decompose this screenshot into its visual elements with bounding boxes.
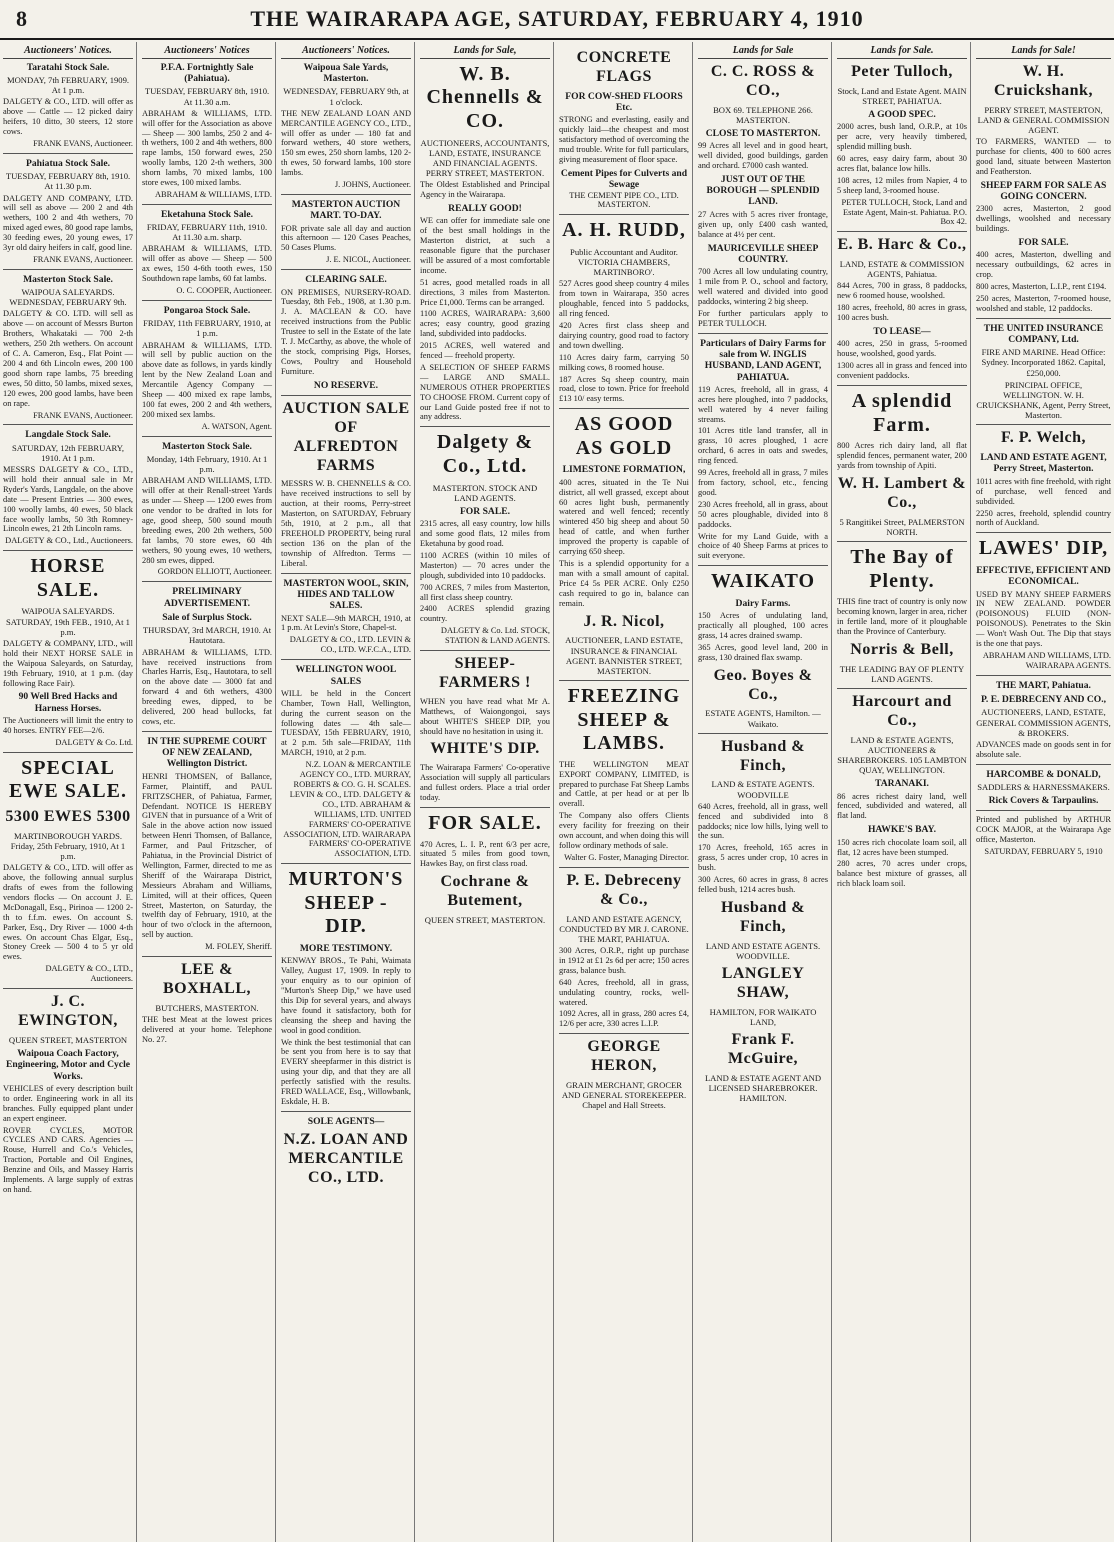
property-listing: 800 Acres rich dairy land, all flat splendid fences, permanent water, 200 yards from township of Apiti. [837,441,967,471]
divider [559,408,689,409]
advert-subheading: BOX 69. TELEPHONE 266. MASTERTON. [713,104,813,125]
notice-text: VEHICLES of every description built to order. Engineering work in all its branches. Fully equipped plant under an expert engineer. [3,1083,133,1123]
notice-text: STRONG and everlasting, easily and quickly laid—the cheapest and most satisfactory method of overcoming the mud trouble. Write for full particulars, giving measurement of floor space. [559,115,689,164]
column-5 [556,42,693,1542]
advert-subheading: QUEEN STREET, MASTERTON [8,1034,128,1045]
notice-text: ROVER CYCLES, MOTOR CYCLES AND CARS. Agencies — Rouse, Hurrell and Co.'s Vehicles, Traction, Portable and Oil Engines, Benzine and Oils, and Massey Harris Implements. A large supply of extras on hand. [3,1125,133,1194]
notice-heading: A GOOD SPEC. [868,108,936,120]
property-listing: 187 Acres Sq sheep country, main road, close to town. Price for freehold £13 10/ easy terms. [559,374,689,404]
advert-subheading: FOR COW-SHED FLOORS Etc. [565,90,683,114]
advert-subheading: AUCTIONEER, LAND ESTATE, INSURANCE & FINANCIAL AGENT. BANNISTER STREET, MASTERTON. [565,635,683,676]
notice-text: DALGETY & CO., LTD. will offer as above, the following annual surplus drafts of ewes from the following vendors flocks — On account J. E. McDonagall, Esq., Pirinoa — 1200 2-th to f.f.m. ewes. On account S. Parker, Esq., Dry River — 1000 4-th ewes. On account Chas Elgar, Esq., Stoney Creek — 500 4 to 5 yr old ewes. [3,863,133,962]
notice-heading: CLEARING SALE. [305,274,387,286]
notice-signature: Walter G. Foster, Managing Director. [564,852,689,862]
property-listing: 1011 acres with fine freehold, with right of purchase, well fenced and subdivided. [976,476,1111,506]
notice-text: DALGETY AND COMPANY, LTD. will sell as above — 200 2 and 4th wethers, 100 2 and 4th wethers, 70 mixed aged ewes, 80 good rape lambs, 30 feeding ewes, 20 young ewes, 17 3yr old dairy heifers in calf, good line. [3,193,133,253]
display-heading: N.Z. LOAN AND MERCANTILE CO., LTD. [283,1131,409,1186]
divider [698,565,828,566]
notice-signature: DALGETY & CO., Ltd., Auctioneers. [5,536,133,546]
property-listing: 2315 acres, all easy country, low hills and some good flats, 12 miles from Eketahuna by good road. [420,519,550,548]
display-heading: CONCRETE FLAGS [576,49,672,85]
divider [142,204,272,205]
section-heading: Lands for Sale! [976,45,1111,59]
notice-heading: MASTERTON AUCTION MART. TO-DAY. [291,198,401,222]
property-listing: 700 ACRES, 7 miles from Masterton, all first class sheep country. [420,582,550,602]
property-listing: 527 Acres good sheep country 4 miles from town in Wairarapa, 350 acres ploughable, fenced into 5 paddocks, all ring fenced. [559,279,689,319]
display-heading: Husband & Finch, [720,898,806,935]
notice-heading: MORE TESTIMONY. [299,943,393,955]
divider [3,153,133,154]
advert-subheading: EFFECTIVE, EFFICIENT AND ECONOMICAL. [976,564,1111,588]
divider [698,333,828,334]
notice-text: WILL be held in the Concert Chamber, Town Hall, Wellington, during the current season on the following dates — 4th sale—TUESDAY, 15th FEBRUARY, 1910, at 2 p.m. 5th sale—FRIDAY, 11th MARCH, 1910, at 2 p.m. [281,688,411,758]
display-heading: W. H. Lambert & Co., [837,474,967,511]
notice-text: The Company also offers Clients every facility for freezing on their own account, and when doing this will follow ordinary methods of sale. [559,811,689,850]
property-listing: 300 Acres, 60 acres in grass, 8 acres felled bush, 1214 acres bush. [698,875,828,894]
notice-text: DALGETY & CO., LTD. will offer as above — Cattle — 12 picked dairy heifers, 10 ditto, 30 steers, 12 store cows. [3,97,133,137]
notice-text: We think the best testimonial that can be sent you from here is to say that EVERY sheepfarmer in this district is using your dip, and that they are all perfectly satisfied with the results. FRED WALLACE, Esq., Willowbank, Eskdale, H. B. [281,1037,411,1107]
notice-heading: HAWKE'S BAY. [867,824,937,836]
property-listing: 2300 acres, Masterton, 2 good dwellings, woolshed and necessary buildings. [976,204,1111,234]
property-listing: 365 Acres, good level land, 200 in grass, 130 drained flax swamp. [698,642,828,662]
display-heading: GEORGE HERON, [587,1038,661,1075]
advert-subheading: PERRY STREET, MASTERTON, LAND & GENERAL COMMISSION AGENT. [977,104,1110,135]
notice-text: For further particulars apply to PETER TULLOCH. [698,308,828,328]
notice-heading: JUST OUT OF THE BOROUGH — SPLENDID LAND. [706,173,820,208]
advert-subheading: Stock, Land and Estate Agent. MAIN STREET, PAHIATUA. [837,85,967,106]
divider [3,752,133,753]
display-heading: The Bay of Plenty. [850,545,954,592]
notice-text: THE WELLINGTON MEAT EXPORT COMPANY, LIMITED, is prepared to purchase Fat Sheep Lambs and Cattle, at per head or at per lb overall. [559,759,690,809]
notice-date: FRIDAY, FEBRUARY 11th, 1910. At 11.30 a.m. sharp. [146,222,268,243]
divider [281,1111,411,1112]
notice-text: THE NEW ZEALAND LOAN AND MERCANTILE AGENCY CO., LTD., will offer as under — 180 fat and forward wethers, 40 store wethers, 150 sm ewes, 250 shorn lambs, 120 2-th ewes, 50 forward lambs, 100 store lambs. [281,108,411,178]
property-listing: 1100 ACRES, WAIRARAPA: 3,600 acres; easy country, good grazing land, subdivided into paddocks. [420,309,550,339]
advert-subheading: BUTCHERS, MASTERTON. [155,1002,259,1013]
notice-signature: FRANK EVANS, Auctioneer. [33,254,133,264]
divider [3,550,133,551]
divider [420,426,550,427]
advert-subheading: LAND & ESTATE AGENTS. WOODVILLE [711,779,815,800]
display-heading: FOR SALE. [428,811,542,834]
notice-heading: THE MART, Pahiatua. [996,679,1091,691]
notice-date: THURSDAY, 3rd MARCH, 1910. At Hautotara. [142,625,272,646]
display-heading: E. B. Harc & Co., [837,236,967,254]
divider [559,214,689,215]
property-listing: 400 acres, situated in the Te Nui district, all well grassed, except about 60 acres light bush, permanently watered and well fenced; recently wintered 450 big sheep and about 50 head of cattle, and when further improved the property is capable of carrying 650 sheep. [559,477,689,557]
property-listing: 150 Acres of undulating land, practically all ploughed, 100 acres grass, 14 acres drained swamp. [698,611,828,640]
notice-heading: FOR SALE. [459,505,511,517]
divider [3,988,133,989]
notice-text: DALGETY & CO. LTD. will sell as above — on account of Messrs Burton Brothers, Whakataki — 700 2-th wethers, 250 2th wethers. On account of C. A. Cameron, Esq., Flat Point — 200 4 and 6th Lincoln ewes, 200 100 good shorn rape lambs, 75 breeding ewes, 50 ditto, 50 lambs, mixed sexes, 120 ewes, 200 good lambs, have been on rape. [3,309,133,408]
notice-heading: Eketahuna Stock Sale. [161,208,253,220]
notice-heading: Dairy Farms. [735,597,791,609]
notice-heading: SOLE AGENTS— [307,1115,385,1127]
notice-text: MESSRS W. B. CHENNELLS & CO. have received instructions to sell by auction, at their rooms, Perry-street Masterton, on SATURDAY, February 5th, 1910, at 2 p.m., all that FREEHOLD PROPERTY, being rural section 136 on the plan of the township of Alfredton. Terms — Liberal. [281,479,411,568]
notice-signature: ABRAHAM & WILLIAMS, LTD. [154,189,272,199]
property-listing: 640 Acres, freehold, all in grass, undulating country, rocks, well-watered. [559,977,689,1007]
notice-date: FRIDAY, 11th FEBRUARY, 1910, at 1 p.m. [143,318,271,339]
display-subheading: 5300 EWES 5300 [5,807,131,825]
display-heading: W. B. Chennells & CO. [426,62,544,132]
notice-text: ON PREMISES, NURSERY-ROAD. Tuesday, 8th Feb., 1908, at 1.30 p.m. J. A. MACLEAN & CO. have received instructions from the Public Trustee to sell in the Estate of the late T. J. McCarthy, as above, the whole of the stock, comprising Pigs, Horses, Cows, Poultry and Household Furniture. [281,287,411,376]
property-listing: 1300 acres all in grass and fenced into convenient paddocks. [837,361,967,381]
divider [976,318,1111,319]
notice-text: HENRI THOMSEN, of Ballance, Farmer, Plaintiff, and PAUL FRITZSCHER, of Pahiatua, Farmer, Defendant. NOTICE IS HEREBY GIVEN that in pursuance of a Writ of Sale in the above action now issued between Henri Thomsen, of Ballance, Farmer, and Paul Fritzscher, of Pahiatua, in the Provincial District of Wellington, Farmer, directed to me as Sheriff of the Wairarapa District, Messieurs Abraham and Williams, Limited, will at their offices, Queen Street, Masterton, on Saturday, the twelfth day of February, 1910, at the hour of two o'clock in the afternoon, sell by auction. [142,771,272,940]
notice-text: FOR private sale all day and auction this afternoon — 120 Cases Peaches, 50 Cases Plums. [281,223,411,253]
property-listing: 230 Acres freehold, all in grass, about 50 acres ploughable, divided into 8 paddocks. [698,499,828,529]
notice-signature: FRANK EVANS, Auctioneer. [33,139,133,149]
property-listing: 170 Acres, freehold, 165 acres in grass, 5 acres under crop, 10 acres in bush. [698,843,828,873]
notice-highlight: NO RESERVE. [313,379,379,391]
display-heading: LEE & BOXHALL, [162,961,251,997]
advert-subheading: 5 Rangitikei Street, PALMERSTON NORTH. [839,516,965,537]
property-listing: 800 acres, Masterton, L.I.P., rent £194. [976,281,1107,291]
advert-subheading: AUCTIONEERS, LAND, ESTATE, GENERAL COMMISSION AGENTS, & BROKERS. [976,707,1111,738]
property-listing: 2000 acres, bush land, O.R.P., at 10s per acre, very heavily timbered, splendid milling bush. [837,122,967,152]
display-heading: A. H. RUDD, [562,219,686,242]
notice-heading: Particulars of Dairy Farms for sale from W. INGLIS HUSBAND, LAND AGENT, PAHIATUA. [700,337,826,383]
property-listing: 700 Acres all low undulating country, 1 mile from P. O., school and factory, well watered and divided into good paddocks, wintering 2 big sheep. [698,267,828,306]
notice-heading: CLOSE TO MASTERTON. [705,127,821,139]
notice-signature: DALGETY & Co. Ltd. [55,737,133,747]
property-listing: 470 Acres, L. I. P., rent 6/3 per acre, situated 5 miles from good town, Hawkes Bay, on first class road. [420,839,550,869]
notice-heading: Masterton Stock Sale. [162,440,252,452]
notice-signature: J. E. NICOL, Auctioneer. [326,255,411,265]
notice-text: ABRAHAM AND WILLIAMS, LTD. will offer at their Renall-street Yards as under — Sheep — 1200 ewes from one vendor to be drafted in lots for age, good sheep, 500 sound mouth breeding ewes, 200 2th wethers, 500 fat lambs, 70 store ewes, 60 4th wethers, 90 young ewes, 10 wethers, 280 sm ewes, dipped. [142,476,272,565]
divider [559,867,689,868]
divider [837,231,967,232]
column-8 [973,42,1114,1542]
divider [976,532,1111,533]
column-4 [417,42,554,1542]
notice-heading: THE UNITED INSURANCE COMPANY, Ltd. [983,322,1104,345]
notice-signature: A. WATSON, Agent. [201,421,272,431]
notice-signature: DALGETY & Co. Ltd. STOCK, STATION & LAND AGENTS. [440,626,550,646]
notice-text: A SELECTION OF SHEEP FARMS — LARGE AND SMALL. NUMEROUS OTHER PROPERTIES TO CHOOSE FROM. Current copy of our Land Guide posted free if not to any address. [420,362,550,422]
divider [420,650,550,651]
notice-signature: M. FOLEY, Sheriff. [205,942,272,952]
notice-heading: HARCOMBE & DONALD, [986,768,1101,780]
advert-subheading: SADDLERS & HARNESSMAKERS. [977,781,1110,792]
divider [3,269,133,270]
advert-subheading: MASTERTON. STOCK AND LAND AGENTS. [432,482,538,503]
divider [142,956,272,957]
notice-date: TUESDAY, FEBRUARY 8th, 1910. At 11.30 a.m. [144,86,270,107]
display-heading: HORSE SALE. [30,555,106,601]
divider [142,436,272,437]
property-listing: 108 acres, 12 miles from Napier, 4 to 5 sheep land, 3-roomed house. [837,175,967,195]
notice-heading: IN THE SUPREME COURT OF NEW ZEALAND, Wellington District. [147,735,267,770]
notice-signature: O. C. COOPER, Auctioneer. [176,286,272,296]
column-1 [0,42,137,1542]
display-heading: FREEZING SHEEP & LAMBS. [567,684,681,755]
notice-text: NEXT SALE—9th MARCH, 1910, at 1 p.m. At Levin's Store, Chapel-st. [281,613,411,633]
property-listing: 250 acres, Masterton, 7-roomed house, woolshed and stable, 12 paddocks. [976,293,1111,313]
notice-text: The Wairarapa Farmers' Co-operative Association will supply all particulars and fullest orders. Place a trial order today. [420,763,550,803]
notice-text: ABRAHAM & WILLIAMS, LTD. have received instructions from Charles Harris, Esq., Hautotara, to sell on the above date — 3000 fat and forward 4 and 6th wethers, 4300 breeding ewes, dipped, to be delivered, 200 head bullocks, fat cows, etc. [142,647,272,726]
property-listing: 2400 ACRES splendid grazing country. [420,604,550,624]
divider [837,688,967,689]
notice-signature: J. JOHNS, Auctioneer. [334,180,411,190]
divider [976,675,1111,676]
notice-date: SATURDAY, 12th FEBRUARY, 1910. At 1 p.m. [11,442,125,463]
property-listing: 60 acres, easy dairy farm, about 30 acres flat, balance low hills. [837,153,967,173]
divider [976,810,1111,811]
notice-text: ADVANCES made on goods sent in for absolute sale. [976,739,1111,759]
advert-subheading: PRINCIPAL OFFICE, WELLINGTON. W. H. CRUICKSHANK, Agent, Perry Street, Masterton. [976,379,1111,421]
section-heading: Auctioneers' Notices. [3,45,133,59]
display-heading: Harcourt and Co., [852,692,952,729]
section-heading: Lands for Sale [698,45,828,59]
page-number: 8 [16,6,27,31]
property-listing: 99 Acres, freehold all in grass, 7 miles from factory, school, etc., fencing good. [698,468,828,497]
advert-subheading: FIRE AND MARINE. Head Office: Sydney. Incorporated 1862. Capital, £250,000. [981,347,1106,378]
divider [281,573,411,574]
property-listing: 150 acres rich chocolate loam soil, all flat, 12 acres have been stumped. [837,837,967,857]
notice-heading: Taratahi Stock Sale. [26,61,110,73]
notice-date: Monday, 14th February, 1910. At 1 p.m. [146,454,268,475]
property-listing: 86 acres richest dairy land, well fenced, subdivided and watered, all flat land. [837,791,967,821]
display-heading: A splendid Farm. [851,390,953,436]
display-heading: Norris & Bell, [850,640,954,658]
display-heading: LAWES' DIP, [978,537,1109,560]
divider [3,424,133,425]
display-heading: AS GOOD AS GOLD [574,413,674,459]
column-2 [139,42,276,1542]
notice-text: TO FARMERS, WANTED — to purchase for clients, 400 to 600 acres good land, situate between Masterton and Featherston. [976,136,1111,176]
display-heading: W. H. Cruickshank, [994,62,1093,99]
divider [559,680,689,681]
advert-subheading: ESTATE AGENTS, Hamilton. — Waikato. [705,708,821,729]
property-listing: 101 Acres title land transfer, all in grass, 10 acres ploughed, 1 acre orchard, 6 acres in oats and swedes, ring fenced. [698,426,828,466]
property-listing: 300 Acres, O.R.P., right up purchase in 1912 at £1 2s 6d per acre; 150 acres grass, balance bush. [559,945,689,975]
divider [837,541,967,542]
notice-text: ABRAHAM & WILLIAMS, LTD. will offer as above — Sheep — 500 ax ewes, 150 4-6th tooth ewes, 150 Southdown rape lambs, 60 fat lambs. [142,244,272,284]
property-listing: 180 acres, freehold, 80 acres in grass, 100 acres bush. [837,303,967,323]
property-listing: 1092 Acres, all in grass, 280 acres £4, 12/6 per acre, 330 acres L.I.P. [559,1009,689,1029]
notice-signature: FRANK EVANS, Auctioneer. [33,410,133,420]
notice-date: WAIPOUA SALEYARDS. SATURDAY, 19th FEB., 1910, At 1 p.m. [6,606,130,637]
advert-subheading: LAND & ESTATE AGENTS, AUCTIONEERS & SHAREBROKERS. 105 LAMBTON QUAY, WELLINGTON. [837,734,967,776]
property-listing: 640 Acres, freehold, all in grass, well fenced and subdivided into 8 paddocks; nice low hills, lying well to the sun. [698,801,828,841]
notice-text: MESSRS DALGETY & CO., LTD., will hold their annual sale in Mr Ryder's Yards, Langdale, on the above date — Present Entries — 300 ewes, 100 woolly lambs, 40 ewes, 50 black face woolly lambs, 50 3th Romney-Lincoln ewes, 21 2th Lincoln rams. [3,465,133,534]
notice-heading: Rick Covers & Tarpaulins. [988,795,1099,807]
divider [142,300,272,301]
section-heading: Lands for Sale. [837,45,967,59]
column-3 [278,42,415,1542]
notice-signature: DALGETY & CO., LTD., Auctioneers. [45,964,133,984]
display-heading: AUCTION SALE OF ALFREDTON FARMS [282,399,410,474]
notice-date: MONDAY, 7th FEBRUARY, 1909. At 1 p.m. [6,75,130,96]
display-heading: Geo. Boyes & Co., [713,666,813,703]
notice-text: The Auctioneers will limit the entry to 40 horses. ENTRY FEE—2/6. [3,716,133,735]
divider [142,731,272,732]
page-columns [0,42,1114,1542]
display-heading: Husband & Finch, [720,737,806,774]
display-heading: F. P. Welch, [1001,429,1086,447]
notice-text: THIS fine tract of country is only now becoming known, larger in area, richer in fertile land, more of it ploughable than the Province of Canterbury. [837,597,967,636]
notice-heading: Waipoua Sale Yards, Masterton. [303,61,389,85]
notice-heading: TO LEASE— [873,326,931,338]
notice-text: WHEN you have read what Mr A. Matthews, of Waiongongoi, says about WHITE'S SHEEP DIP, you should have no hesitation in using it. [420,696,550,736]
notice-heading: Pongaroa Stock Sale. [163,304,251,316]
notice-date: TUESDAY, FEBRUARY 8th, 1910. At 11.30 p.m. [5,171,131,192]
property-listing: 110 Acres dairy farm, carrying 50 milking cows, 8 roomed house. [559,352,689,372]
divider [281,395,411,396]
masthead [0,0,1114,40]
divider [281,659,411,660]
newspaper-title: THE WAIRARAPA AGE, SATURDAY, FEBRUARY 4, 1910 [250,6,864,31]
property-listing: 844 Acres, 700 in grass, 8 paddocks, new 6 roomed house, woolshed. [837,281,967,301]
notice-heading: TARANAKI. [875,778,929,790]
advert-subheading: LAND AND ESTATE AGENTS. WOODVILLE. [705,940,821,961]
advert-subheading: THE LEADING BAY OF PLENTY LAND AGENTS. [839,663,965,684]
advert-subheading: LAND AND ESTATE AGENCY, CONDUCTED BY MR J. CARONE. THE MART, PAHIATUA. [559,913,689,944]
display-heading: Peter Tulloch, [851,62,953,80]
notice-heading: Masterton Stock Sale. [23,273,113,285]
display-heading: SHEEP-FARMERS ! [439,655,531,691]
section-heading: Auctioneers' Notices [142,45,272,59]
notice-text: Write for my Land Guide, with a choice of 40 Sheep Farms at prices to suit everyone. [698,531,828,561]
property-listing: 27 Acres with 5 acres river frontage, given up, only £400 cash wanted, balance at 4½ per cent. [698,209,828,239]
property-listing: 400 acres, Masterton, dwelling and necessary outbuildings, 62 acres in crop. [976,250,1111,280]
advert-subheading: HAMILTON, FOR WAIKATO LAND, [709,1006,817,1027]
display-heading: SPECIAL EWE SALE. [9,756,127,803]
display-heading: Cochrane & Butement, [440,873,530,910]
advert-subheading: LAND AND ESTATE AGENT, Perry Street, Masterton. [980,452,1107,475]
display-heading: J. R. Nicol, [583,612,665,630]
section-heading: Auctioneers' Notices. [281,45,411,59]
property-listing: 2015 ACRES, well watered and fenced — freehold property. [420,341,550,361]
divider [837,385,967,386]
notice-text: KENWAY BROS., Te Pahi, Waimata Valley, August 17, 1909. In reply to your enquiry as to our opinion of "Murton's Sheep Dip," we have used this Dip for several years, and always have found it satisfactory, both for cleansing the sheep and having the wool in good condition. [281,956,411,1035]
notice-heading: Langdale Stock Sale. [25,429,111,441]
divider [281,194,411,195]
notice-highlight: REALLY GOOD! [448,202,522,214]
advert-subheading: LAND & ESTATE AGENT AND LICENSED SHAREBROKER. HAMILTON. [704,1072,822,1103]
divider [281,863,411,864]
section-heading: Lands for Sale, [420,45,550,59]
display-heading: C. C. ROSS & CO., [710,62,816,99]
notice-signature: THE CEMENT PIPE CO., LTD. MASTERTON. [569,190,679,210]
advert-subheading: QUEEN STREET, MASTERTON. [424,914,546,925]
notice-signature: DALGETY & CO., LTD. LEVIN & CO., LTD. W.F.C.A., LTD. [289,635,411,655]
notice-text: DALGETY & COMPANY, LTD., will hold their NEXT HORSE SALE in the Waipoua Saleyards, on Saturday, 19th February, 1910, at 1 p.m. (day following Race Fair). [3,638,133,688]
notice-text: This is a splendid opportunity for a man with a small amount of capital. Price £4 5s PER ACRE. Only £250 cash required to go in, balance can remain. [559,558,689,608]
notice-text: ABRAHAM & WILLIAMS, LTD. will offer for the Association as above — Sheep — 300 lambs, 250 2 and 4-th wethers, 100 2 and 4th wethers, 800 rape lambs, 150 forward ewes, 250 woolly lambs, 120 2-th wethers, 300 shorn lambs, 70 mixed lambs, 100 store ewes, 100 mixed lambs. [142,108,272,188]
property-listing: 420 Acres first class sheep and dairying country, good road to factory and town dwelling. [559,320,689,350]
notice-heading: FOR SALE. [1018,236,1069,248]
display-heading: WAIKATO [710,570,816,593]
notice-date: WAIPOUA SALEYARDS. WEDNESDAY, FEBRUARY 9th. [9,287,127,308]
display-heading: J. C. EWINGTON, [18,993,118,1029]
advert-subheading: AUCTIONEERS, ACCOUNTANTS, LAND, ESTATE, INSURANCE AND FINANCIAL AGENTS. PERRY STREET, MASTERTON. [420,137,550,178]
notice-signature: PETER TULLOCH, Stock, Land and Estate Agent, Main-st. Pahiatua. P.O. Box 42. [841,197,967,227]
advert-subheading: GRAIN MERCHANT, GROCER AND GENERAL STOREKEEPER. Chapel and Hall Streets. [561,1079,687,1111]
imprint-text: Printed and published by ARTHUR COCK MAJOR, at the Wairarapa Age office, Masterton. [976,815,1111,845]
property-listing: 119 Acres, freehold, all in grass, 4 acres here ploughed, into 7 paddocks, well watered by 4 never failing streams. [698,384,828,424]
property-listing: 99 Acres all level and in good heart, well divided, good buildings, garden and orchard. £7000 cash wanted. [698,141,828,170]
imprint-date: SATURDAY, FEBRUARY 5, 1910 [984,847,1103,857]
notice-heading: Cement Pipes for Culverts and Sewage [560,167,688,191]
notice-heading: Sale of Surplus Stock. [162,612,252,624]
advert-subheading: LAND, ESTATE & COMMISSION AGENTS, Pahiatua. [839,259,965,280]
display-heading: MURTON'S SHEEP - DIP. [288,868,404,938]
property-listing: 400 acres, 250 in grass, 5-roomed house, woolshed, good yards. [837,339,967,359]
property-listing: 51 acres, good metalled roads in all directions, 3 miles from Masterton. Price £1,000. Terms can be arranged. [420,277,550,307]
divider [142,581,272,582]
notice-text: The Oldest Established and Principal Agency in the Wairarapa. [420,180,550,200]
divider [559,1033,689,1034]
notice-text: THE best Meat at the lowest prices delivered at your home. Telephone No. 27. [142,1015,272,1044]
notice-heading: MASTERTON WOOL, SKIN, HIDES AND TALLOW SALES. [283,577,409,612]
notice-highlight: 90 Well Bred Hacks and Harness Horses. [18,691,118,714]
property-listing: 280 acres, 70 acres under crops, balance best mixture of grasses, all rich black loam soil. [837,859,967,889]
notice-heading: Pahiatua Stock Sale. [26,157,110,169]
notice-text: ABRAHAM & WILLIAMS, LTD. will sell by public auction on the above date as follows, in yards kindly lent by the New Zealand Loan and Mercantile Agency Company — Sheep — 400 mixed ex rape lambs, 100 fat ewes, 200 2 and 4th wethers, 200 mixed sex lambs. [142,340,272,419]
advert-subheading: Public Accountant and Auditor. VICTORIA CHAMBERS, MARTINBORO'. [570,246,678,278]
notice-heading: PRELIMINARY ADVERTISEMENT. [163,586,251,609]
divider [698,733,828,734]
notice-date: MARTINBOROUGH YARDS. Friday, 25th February, 1910, At 1 p.m. [10,830,126,862]
divider [976,424,1111,425]
notice-heading: WELLINGTON WOOL SALES [295,664,397,687]
column-7 [834,42,971,1542]
column-6 [695,42,832,1542]
notice-signature: GORDON ELLIOTT, Auctioneer. [157,567,272,577]
property-listing: 1100 ACRES (within 10 miles of Masterton) — 70 acres under the plough, subdivided into 10 paddocks. [420,550,550,580]
notice-text: USED BY MANY SHEEP FARMERS IN NEW ZEALAND. POWDER (POISONOUS) FLUID (NON-POISONOUS). Penetrates to the Skin — Won't Wash Out. The Dip that stays is the one that pays. [976,589,1111,649]
notice-heading: LIMESTONE FORMATION, [562,464,686,476]
notice-heading: P.F.A. Fortnightly Sale (Pahiatua). [160,61,254,85]
notice-signature: N.Z. LOAN & MERCANTILE AGENCY CO., LTD. MURRAY, ROBERTS & CO. G. H. SCALES. LEVIN & CO., LTD. DALGETY & CO., LTD. ABRAHAM & WILLIAMS, LTD. UNITED FARMERS' CO-OPERATIVE ASSOCIATION, LTD. WAIRARAPA FARMERS' CO-OPERATIVE ASSOCIATION, LTD. [283,760,411,859]
notice-heading: Waipoua Coach Factory, Engineering, Motor and Cycle Works. [5,1048,130,1082]
divider [281,269,411,270]
divider [976,764,1111,765]
notice-heading: MAURICEVILLE SHEEP COUNTRY. [707,242,819,265]
notice-text: WE can offer for immediate sale one of the best small holdings in the Masterton district, at such a reasonable figure that the purchaser will be assured of a most comfortable income. [420,216,550,275]
display-heading: Frank F. McGuire, [728,1030,798,1067]
notice-signature: ABRAHAM AND WILLIAMS, LTD. WAIRARAPA AGENTS. [982,650,1111,670]
notice-date: WEDNESDAY, FEBRUARY 9th, at 1 o'clock. [283,86,409,107]
notice-heading: P. E. DEBRECENY AND CO., [980,694,1107,706]
property-listing: 2250 acres, freehold, splendid country north of Auckland. [976,508,1111,528]
divider [420,807,550,808]
display-heading: WHITE'S DIP. [430,740,540,758]
display-heading: LANGLEY SHAW, [721,964,805,1001]
display-heading: Dalgety & Co., Ltd. [436,431,534,477]
notice-highlight: SHEEP FARM FOR SALE AS GOING CONCERN. [980,179,1107,202]
display-heading: P. E. Debreceny & Co., [566,871,682,908]
